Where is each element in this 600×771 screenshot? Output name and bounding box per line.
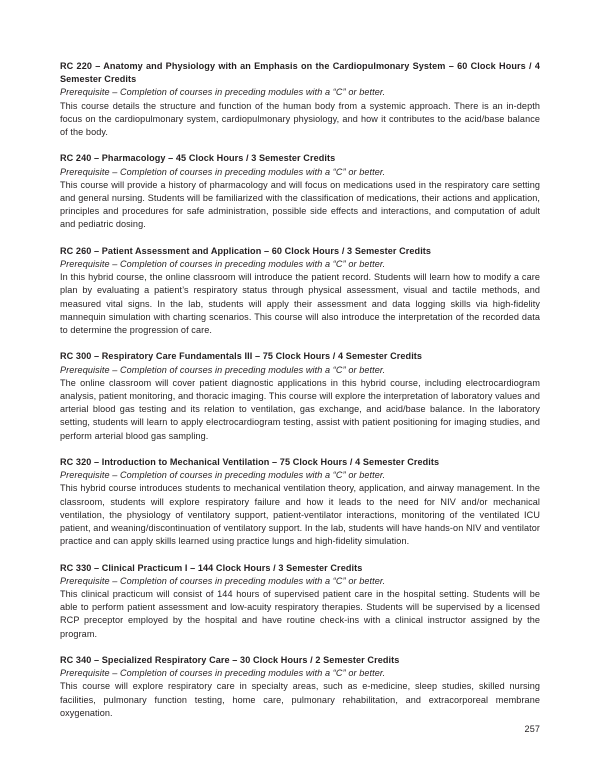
course-entry-rc220 (60, 60, 540, 139)
course-title: RC 300 – Respiratory Care Fundamentals III – 75 Clock Hours / 4 Semester Credits (60, 351, 423, 362)
course-description: In this hybrid course, the online classroom will introduce the patient record. Students will learn how to modify a care plan by evaluating a patient’s respiratory status through physical assessment, visual and tactile methods, and measured vital signs. In the lab, students will apply their assessment and data logging skills via high-fidelity mannequin simulation with charting scenarios. This course will also introduce the interpretation of the recorded data to determine the progression of care. (60, 272, 540, 336)
course-entry-rc330 (60, 562, 540, 641)
course-prerequisite: Prerequisite – Completion of courses in preceding modules with a “C” or better. (60, 259, 386, 270)
course-entry-rc340 (60, 654, 540, 720)
course-prerequisite: Prerequisite – Completion of courses in preceding modules with a “C” or better. (60, 668, 386, 679)
course-title: RC 260 – Patient Assessment and Application – 60 Clock Hours / 3 Semester Credits (60, 245, 432, 256)
course-description: This course will explore respiratory care in specialty areas, such as e-medicine, sleep studies, skilled nursing facilities, pulmonary function testing, home care, pulmonary rehabilitation, and extracorporeal membrane oxygenation. (60, 681, 540, 718)
course-title: RC 340 – Specialized Respiratory Care – 30 Clock Hours / 2 Semester Credits (60, 655, 400, 666)
course-prerequisite: Prerequisite – Completion of courses in preceding modules with a “C” or better. (60, 575, 386, 586)
course-prerequisite: Prerequisite – Completion of courses in preceding modules with a “C” or better. (60, 470, 386, 481)
course-description: This clinical practicum will consist of 144 hours of supervised patient care in the hospital setting. Students will be able to perform patient assessment and low-acuity respiratory therapies. Students will be supervised by a licensed RCP preceptor employed by the hospital and have routine check-ins with a clinical instructor assigned by the program. (60, 589, 540, 639)
course-title: RC 220 – Anatomy and Physiology with an Emphasis on the Cardiopulmonary System – 60 Clock Hours / 4 Semester Credits (60, 61, 540, 85)
course-description: This course will provide a history of pharmacology and will focus on medications used in the respiratory care setting and general nursing. Students will be familiarized with the classification of medications, their actions and application, principles and procedures for safe administration, possible side effects and interactions, and computation of adult and pediatric dosing. (60, 179, 540, 230)
course-description: This hybrid course introduces students to mechanical ventilation theory, application, and airway management. In the classroom, students will explore respiratory failure and how it leads to the need for NIV and/or mechanical ventilation, the physiology of ventilatory support, patient-ventilator interactions, monitoring of the ventilated ICU patient, and weaning/discontinuation of ventilatory support. In the lab, students will have hands-on NIV and ventilator practice and can apply skills learned using practice lungs and high-fidelity simulation. (60, 483, 540, 547)
course-entry-rc300 (60, 350, 540, 442)
course-entry-rc240 (60, 152, 540, 231)
course-entry-rc320 (60, 456, 540, 548)
page-number: 257 (524, 724, 540, 734)
course-title: RC 330 – Clinical Practicum I – 144 Clock Hours / 3 Semester Credits (60, 562, 363, 573)
course-description: This course details the structure and function of the human body from a systemic approach. There is an in-depth focus on the cardiopulmonary system, cardiopulmonary physiology, and how it contributes to the acid/base balance of the body. (60, 100, 540, 138)
course-entry-rc260 (60, 245, 540, 337)
course-list (60, 60, 540, 733)
course-title: RC 240 – Pharmacology – 45 Clock Hours / 3 Semester Credits (60, 153, 336, 164)
course-prerequisite: Prerequisite – Completion of courses in preceding modules with a “C” or better. (60, 87, 386, 98)
course-prerequisite: Prerequisite – Completion of courses in preceding modules with a “C” or better. (60, 364, 386, 375)
course-description: The online classroom will cover patient diagnostic applications in this hybrid course, including electrocardiogram analysis, patient monitoring, and thoracic imaging. This course will explore the interpretation of laboratory values and arterial blood gas testing and its relation to ventilation, gas exchange, and acid/base balance. In the laboratory setting, students will learn to apply electrocardiogram testing, assist with patient positioning for imaging studies, and perform arterial blood gas sampling. (60, 377, 540, 441)
course-title: RC 320 – Introduction to Mechanical Ventilation – 75 Clock Hours / 4 Semester Credits (60, 457, 440, 468)
course-prerequisite: Prerequisite – Completion of courses in preceding modules with a “C” or better. (60, 166, 386, 177)
